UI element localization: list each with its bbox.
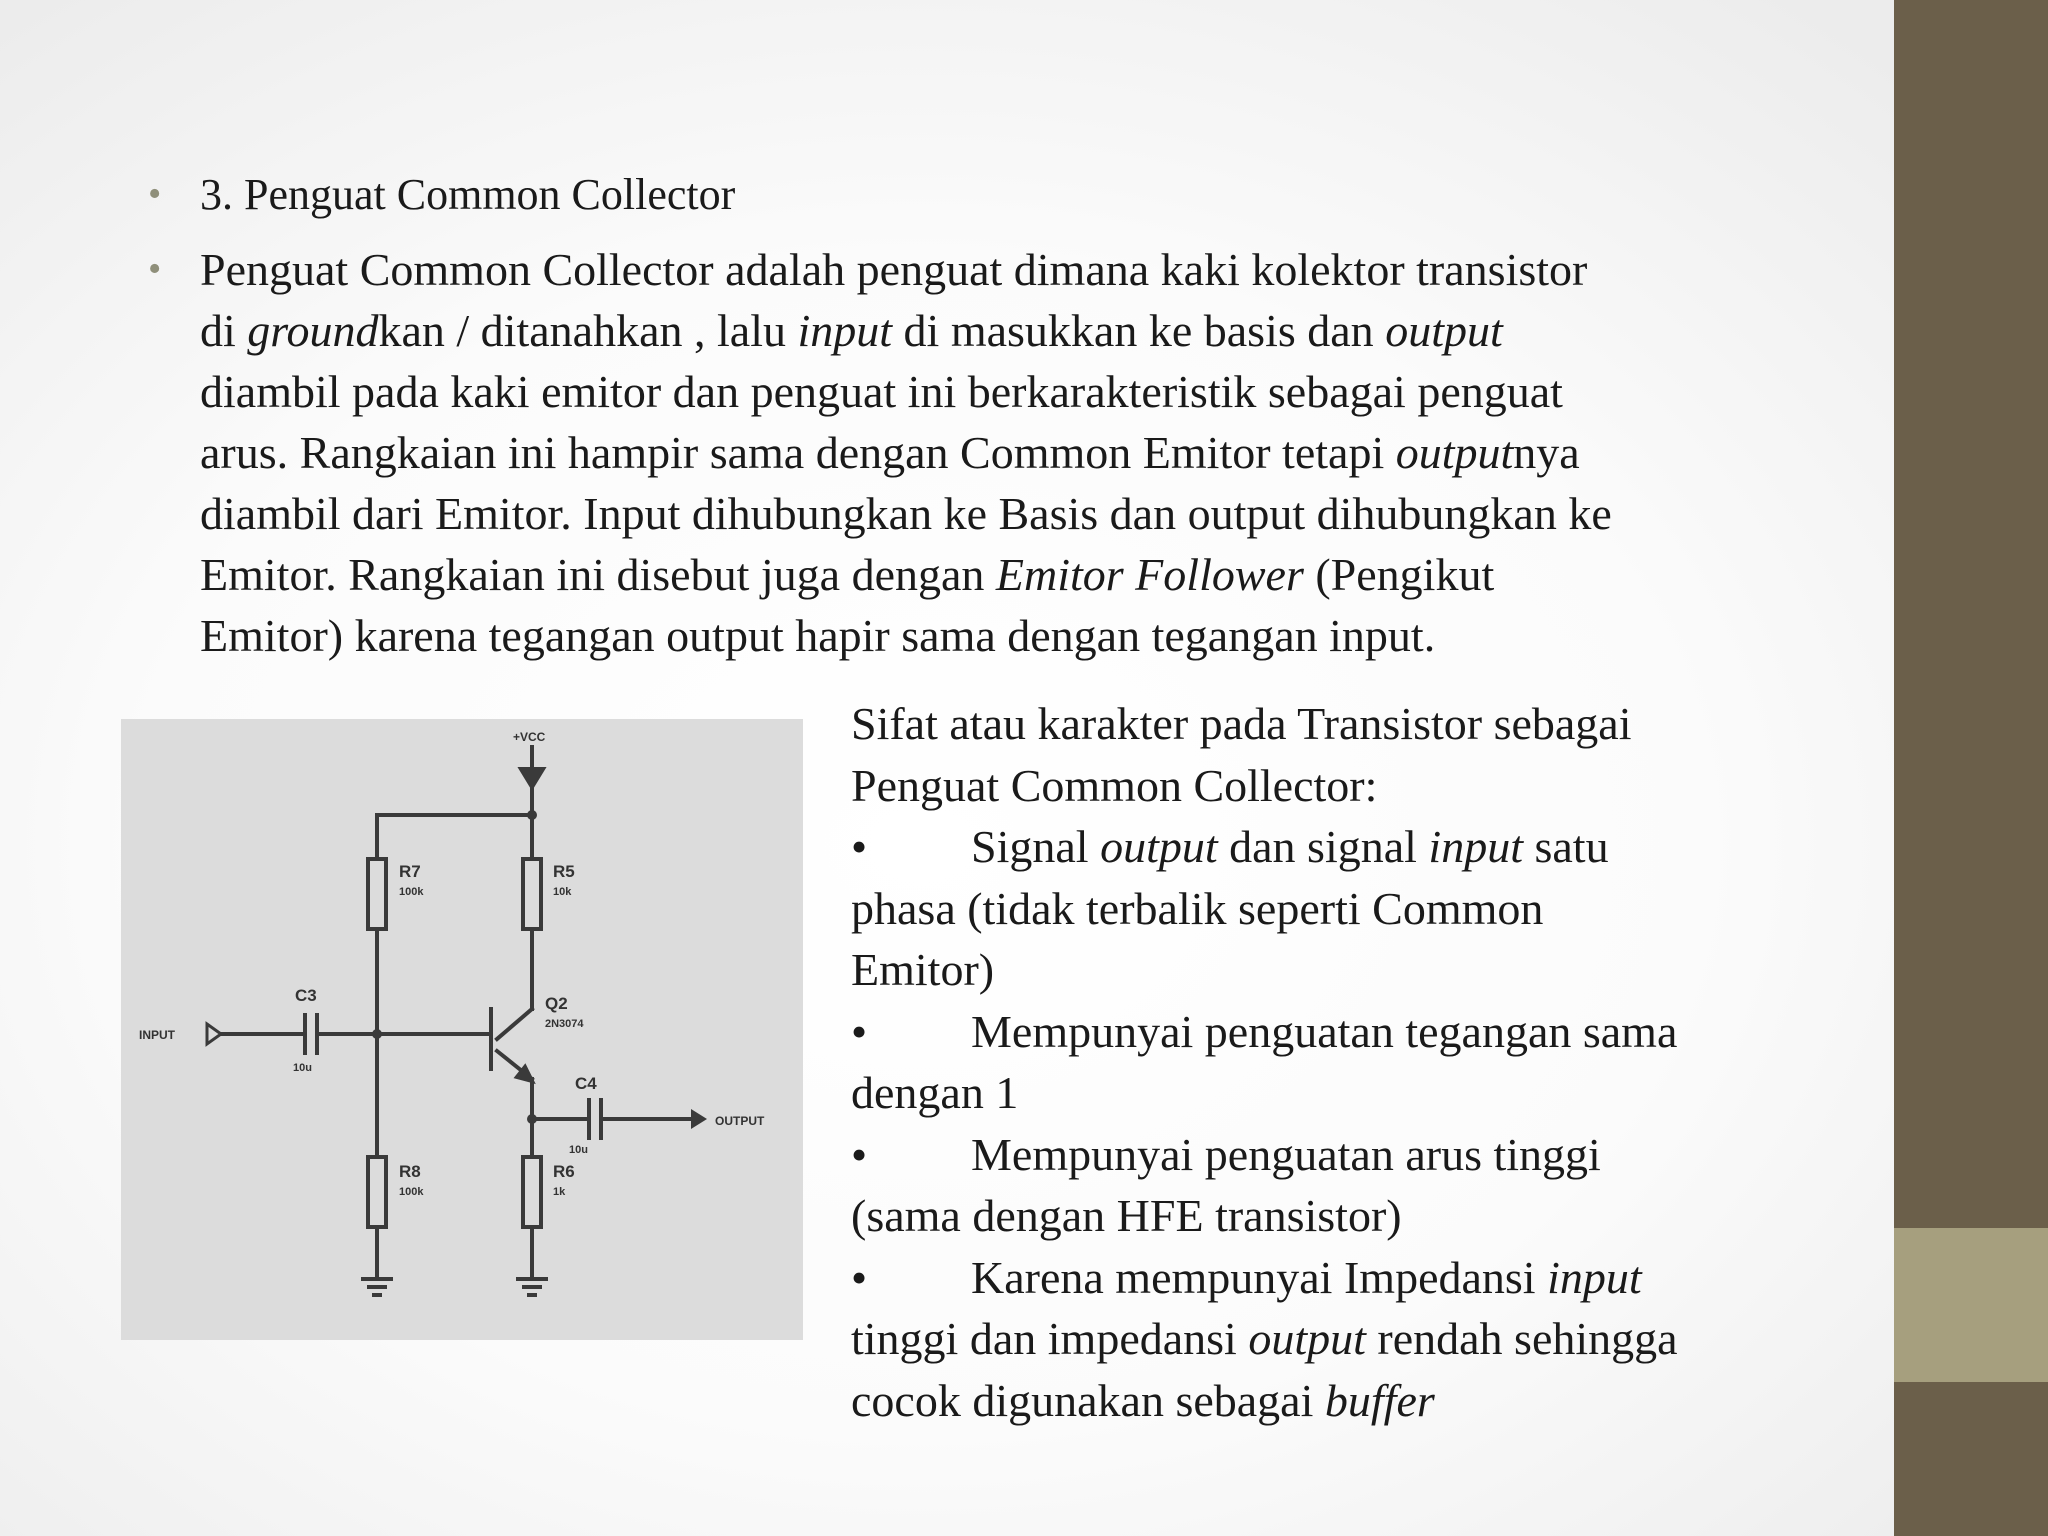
c3-label: C3 <box>295 986 317 1005</box>
c4-label: C4 <box>575 1074 597 1093</box>
r8-value: 100k <box>399 1186 424 1198</box>
vcc-label: +VCC <box>513 730 546 744</box>
heading-item <box>148 164 1788 225</box>
r6-label: R6 <box>553 1162 575 1181</box>
output-label: OUTPUT <box>715 1114 765 1128</box>
c3-value: 10u <box>293 1062 312 1074</box>
properties-list: Sifat atau karakter pada Transistor sebagai Penguat Common Collector: • Signal output dan signal input satu phasa (tidak terbalik seperti Common Emitor) • Mempunyai penguatan tegangan sama dengan 1 • Mempunyai penguatan arus tinggi (sama dengan HFE transistor) • Karena mempunyai Impedansi input tinggi dan impedansi output rendah sehingga cocok digunakan sebagai buffer <box>851 693 1851 1431</box>
q2-value: 2N3074 <box>545 1018 584 1030</box>
c4-value: 10u <box>569 1144 588 1156</box>
paragraph-text: Penguat Common Collector adalah penguat dimana kaki kolektor transistor di groundkan / ditanahkan , lalu input di masukkan ke basis dan output diambil pada kaki emitor dan penguat ini berkarakteristik sebagai penguat arus. Rangkaian ini hampir sama dengan Common Emitor tetapi outputnya diambil dari Emitor. Input dihubungkan ke Basis dan output dihubungkan ke Emitor. Rangkaian ini disebut juga dengan Emitor Follower (Pengikut Emitor) karena tegangan output hapir sama dengan tegangan input. <box>200 244 1612 661</box>
r5-label: R5 <box>553 862 575 881</box>
prop-item-2: • Mempunyai penguatan tegangan sama <box>851 1005 1678 1057</box>
r5-value: 10k <box>553 886 572 898</box>
r6-value: 1k <box>553 1186 566 1198</box>
q2-label: Q2 <box>545 994 568 1013</box>
bullet-icon: • <box>148 248 162 290</box>
bullet-list <box>148 164 1788 680</box>
prop-item-3: • Mempunyai penguatan arus tinggi <box>851 1128 1601 1180</box>
r7-label: R7 <box>399 862 421 881</box>
props-intro-line1: Sifat atau karakter pada Transistor sebagai <box>851 698 1632 749</box>
circuit-svg <box>121 719 803 1340</box>
heading-text: 3. Penguat Common Collector <box>200 170 736 219</box>
circuit-diagram <box>121 719 803 1340</box>
paragraph-item <box>148 239 1788 666</box>
r7-value: 100k <box>399 886 424 898</box>
input-label: INPUT <box>139 1028 175 1042</box>
r8-label: R8 <box>399 1162 421 1181</box>
sidebar-accent-band <box>1894 1228 2048 1382</box>
props-intro-line2: Penguat Common Collector: <box>851 759 1378 811</box>
prop-item-1: • Signal output dan signal input satu <box>851 821 1609 872</box>
bullet-icon: • <box>148 173 162 215</box>
prop-item-4: • Karena mempunyai Impedansi input <box>851 1251 1642 1303</box>
